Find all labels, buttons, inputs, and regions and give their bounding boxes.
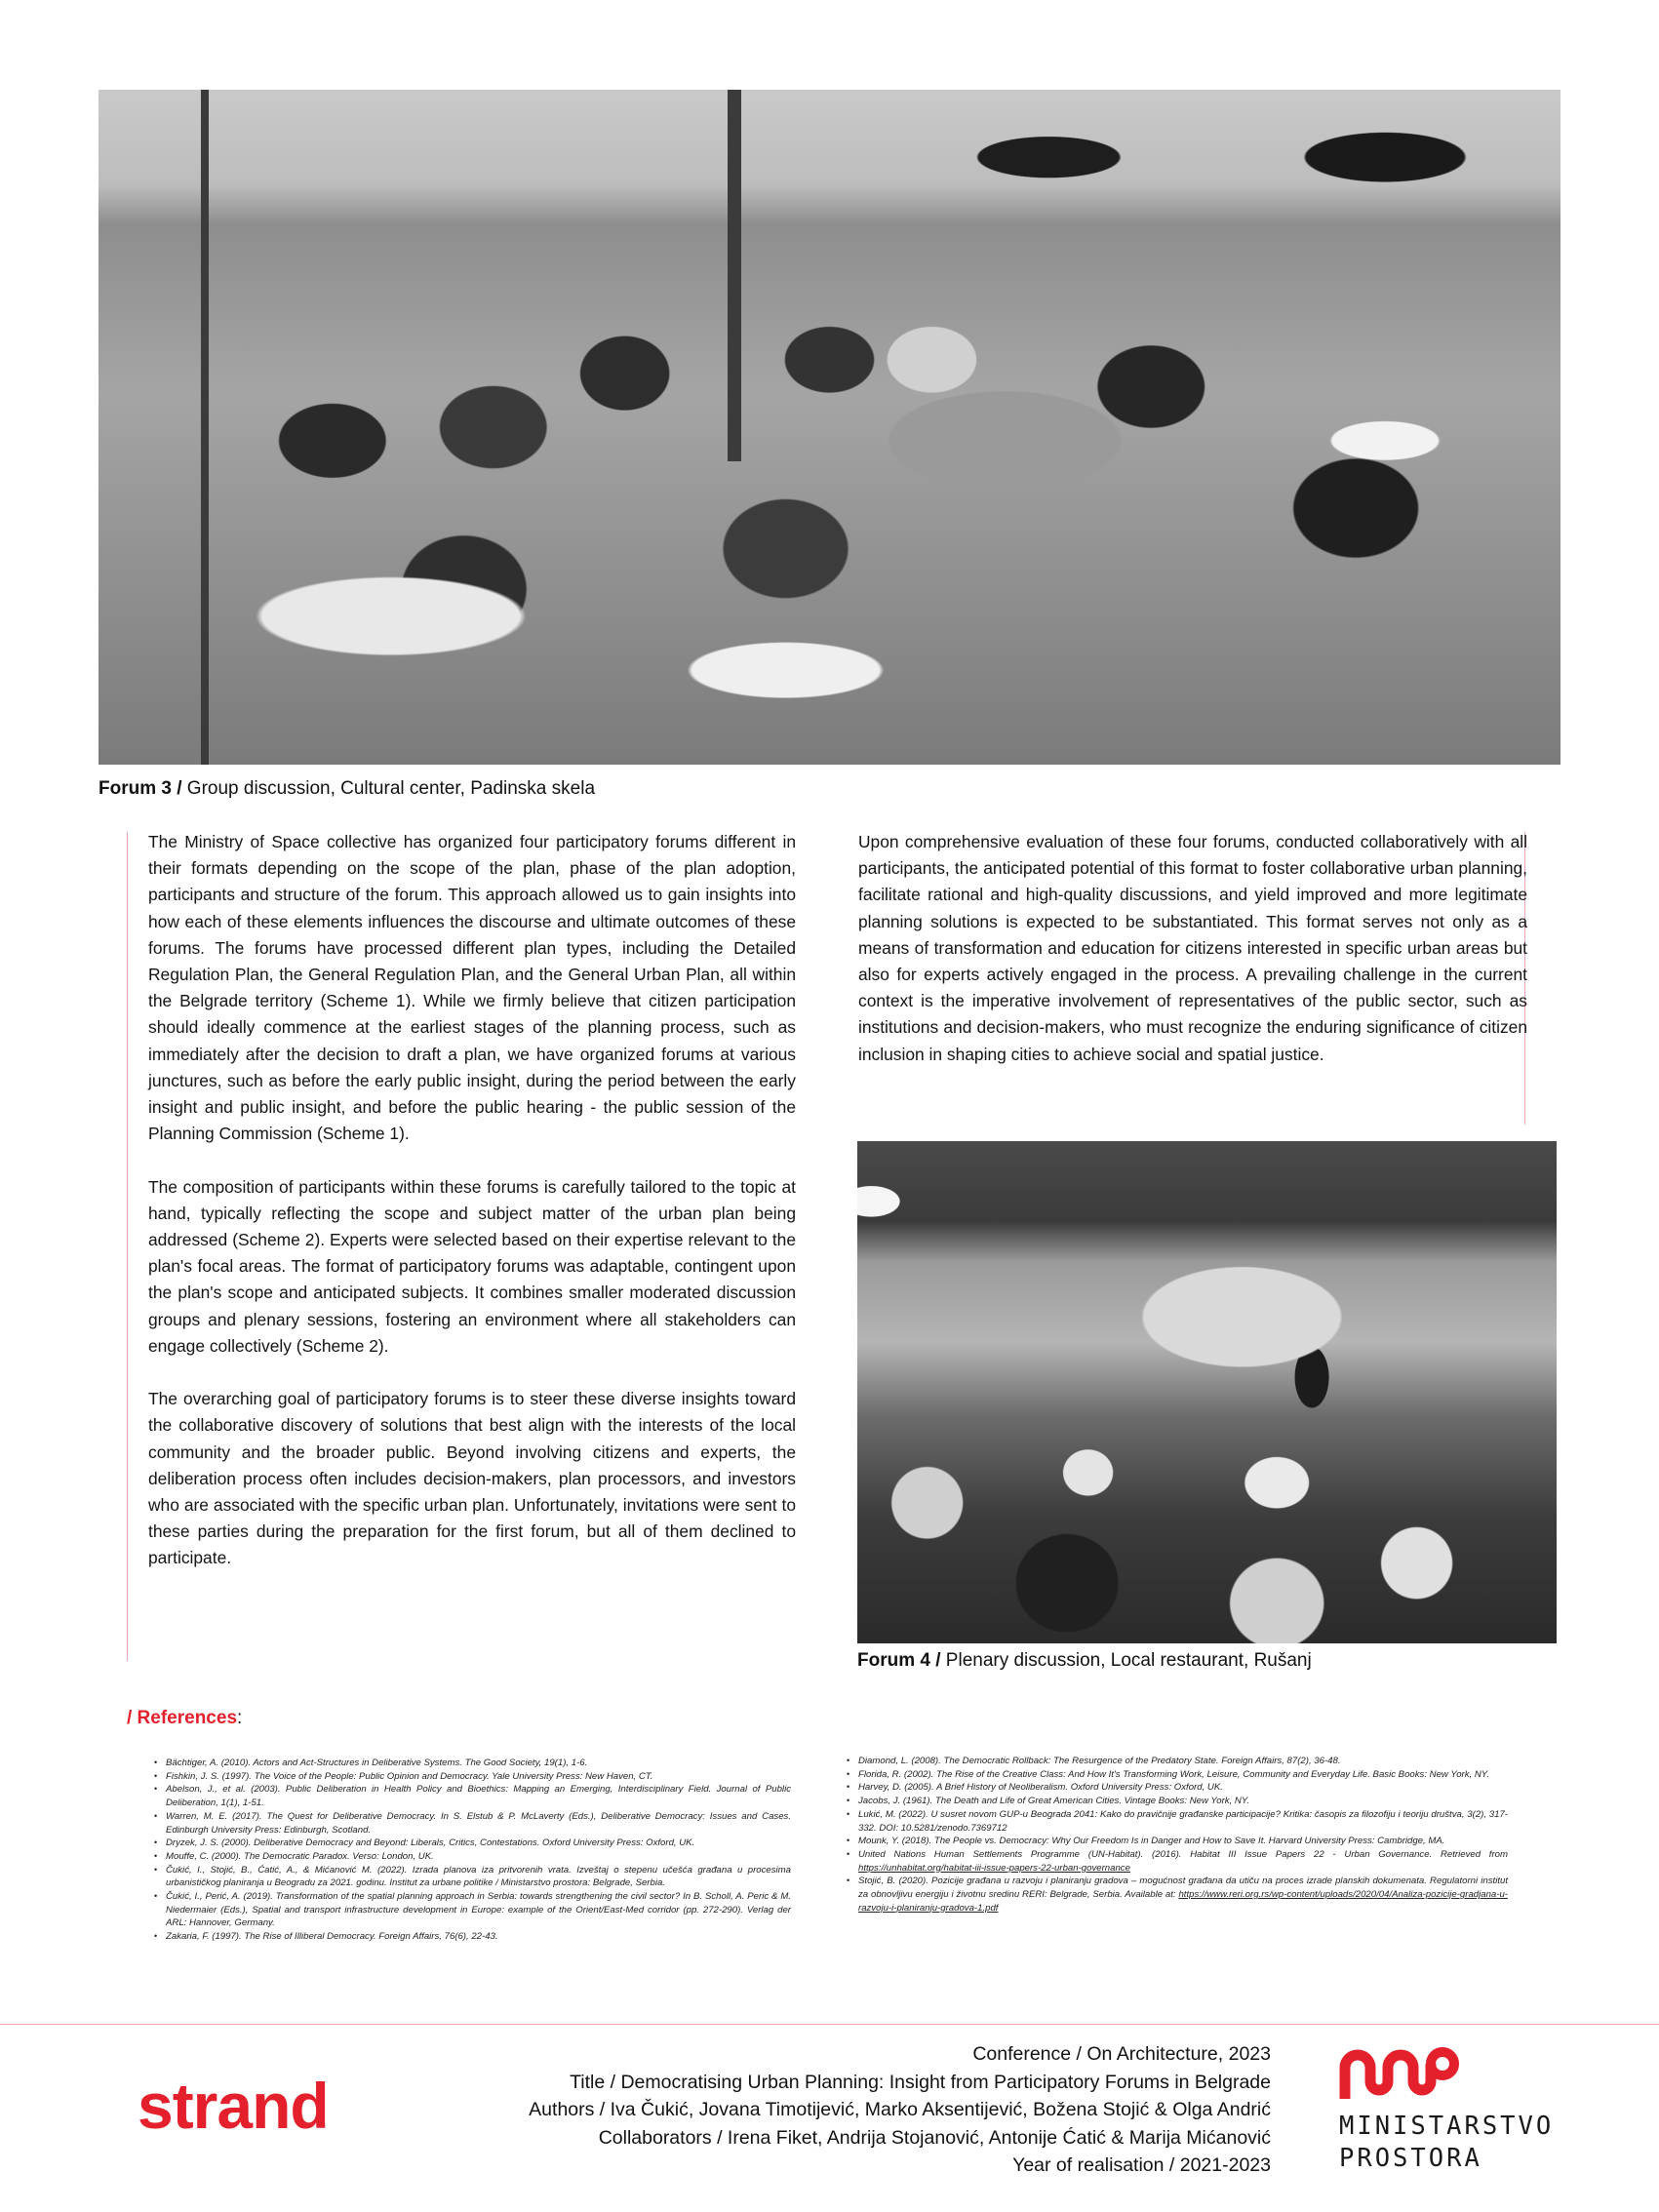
reference-text: Warren, M. E. (2017). The Quest for Deliberative Democracy. In S. Elstub & P. McLaverty (Eds.), Deliberative Democracy: Issues and Cases. Edinburgh University Press: Edinburgh, Scotland.: [166, 1810, 791, 1836]
reference-item: [845, 1781, 1508, 1795]
reference-text: Abelson, J., et al. (2003). Public Deliberation in Health Policy and Bioethics: Mapping an Emerging, Interdisciplinary Field. Journal of Public Deliberation, 1(1), 1-51.: [166, 1784, 791, 1809]
project-credits: [529, 2040, 1271, 2180]
reference-item: [152, 1770, 791, 1784]
reference-item: [845, 1795, 1508, 1808]
references-list-left: [152, 1757, 791, 1944]
reference-text: Florida, R. (2002). The Rise of the Creative Class: And How It's Transforming Work, Leisure, Community and Everyday Life. Basic Books: New York, NY.: [858, 1768, 1489, 1780]
credit-year: Year of realisation / 2021-2023: [1012, 2154, 1271, 2176]
credit-conference: Conference / On Architecture, 2023: [972, 2043, 1271, 2065]
reference-item: [845, 1875, 1508, 1915]
reference-text: Bächtiger, A. (2010). Actors and Act-Structures in Deliberative Systems. The Good Society, 19(1), 1-6.: [166, 1758, 588, 1768]
references-title: / References: [127, 1708, 238, 1728]
photo-forum-4-plenary-discussion: [857, 1141, 1557, 1643]
caption-forum-3-text: Group discussion, Cultural center, Padinska skela: [181, 778, 596, 799]
caption-forum-4: [857, 1650, 1312, 1672]
caption-forum-4-text: Plenary discussion, Local restaurant, Rušanj: [940, 1650, 1312, 1671]
reference-link[interactable]: https://unhabitat.org/habitat-iii-issue-papers-22-urban-governance: [858, 1862, 1130, 1874]
body-right-column: [858, 829, 1527, 1068]
reference-item: [845, 1768, 1508, 1782]
footer-divider: [0, 2024, 1659, 2025]
reference-item: [152, 1783, 791, 1809]
reference-item: [845, 1808, 1508, 1835]
reference-text: Fishkin, J. S. (1997). The Voice of the People: Public Opinion and Democracy. Yale University Press: New Haven, CT.: [166, 1770, 653, 1782]
paragraph: The composition of participants within these forums is carefully tailored to the topic at hand, typically reflecting the scope and subject matter of the urban plan being addressed (Scheme 2). Experts were selected based on their expertise relevant to the plan's focal areas. The format of participatory forums was adaptable, contingent upon the plan's scope and anticipated subjects. It combines smaller moderated discussion groups and plenary sessions, fostering an environment where all stakeholders can engage collectively (Scheme 2).: [148, 1176, 796, 1356]
body-left-column: [148, 829, 796, 1572]
reference-item: [845, 1848, 1508, 1875]
credit-title: Title / Democratising Urban Planning: Insight from Participatory Forums in Belgrade: [570, 2071, 1271, 2093]
mp-logo-line-1: MINISTARSTVO: [1339, 2112, 1555, 2141]
strand-logo: strand: [138, 2070, 329, 2142]
reference-item: [152, 1837, 791, 1850]
references-colon: :: [237, 1708, 243, 1728]
reference-text: Lukić, M. (2022). U susret novom GUP-u Beograda 2041: Kako do pravičnije građanske participacije? Kritika: časopis za filozofiju i teoriju društva, 3(2), 317-332. DOI: 10.5281/zenodo.7369712: [858, 1808, 1508, 1834]
mp-logo-mark-icon: [1339, 2046, 1466, 2103]
credit-collaborators: Collaborators / Irena Fiket, Andrija Stojanović, Antonije Ćatić & Marija Mićanović: [598, 2126, 1271, 2149]
reference-text: Čukić, I., Stojić, B., Ćatić, A., & Mićanović M. (2022). Izrada planova iza pritvorenih vrata. Izveštaj o stepenu učešća građana u procesima urbanističkog planiranja u Beogradu za 2021. godinu. Institut za urbane politike / Ministarstvo prostora: Belgrade, Serbia.: [166, 1864, 791, 1889]
reference-text: Mouffe, C. (2000). The Democratic Paradox. Verso: London, UK.: [166, 1850, 434, 1862]
reference-item: [152, 1810, 791, 1837]
caption-forum-3-label: Forum 3 /: [99, 778, 182, 799]
reference-text: Zakaria, F. (1997). The Rise of Illiberal Democracy. Foreign Affairs, 76(6), 22-43.: [166, 1931, 498, 1943]
reference-item: [152, 1757, 791, 1770]
reference-item: [845, 1835, 1508, 1848]
reference-item: [152, 1850, 791, 1864]
paragraph: The overarching goal of participatory forums is to steer these diverse insights toward the collaborative discovery of solutions that best align with the interests of the local community and the broader public. Beyond involving citizens and experts, the deliberation process often includes decision-makers, plan processors, and investors who are associated with the specific urban plan. Unfortunately, invitations were sent to these parties during the preparation for the first forum, but all of them declined to participate.: [148, 1389, 796, 1568]
reference-text: Stojić, B. (2020). Pozicije građana u razvoju i planiranju gradova – mogućnost građana da utiču na proces izrade planskih dokumenata. Regulatorni institut za obnovljivu energiju i životnu sredinu RERI: Belgrade, Serbia. Available at:: [858, 1876, 1508, 1901]
reference-text: United Nations Human Settlements Programme (UN-Habitat). (2016). Habitat III Issue Papers 22 - Urban Governance. Retrieved from: [858, 1848, 1508, 1860]
mp-logo-line-2: PROSTORA: [1339, 2144, 1482, 2173]
credit-authors: Authors / Iva Čukić, Jovana Timotijević, Marko Aksentijević, Božena Stojić & Olga Andrić: [529, 2099, 1271, 2120]
caption-forum-4-label: Forum 4 /: [857, 1650, 941, 1671]
reference-item: [845, 1755, 1508, 1768]
reference-link[interactable]: https://www.reri.org.rs/wp-content/uploads/2020/04/Analiza-pozicije-gradjana-u-razvoju-i-planiranju-gradova-1.pdf: [858, 1889, 1508, 1914]
references-list-right: [845, 1755, 1508, 1915]
caption-forum-3: [99, 778, 595, 800]
reference-text: Dryzek, J. S. (2000). Deliberative Democracy and Beyond: Liberals, Critics, Contestations. Oxford University Press: Oxford, UK.: [166, 1837, 695, 1849]
references-heading: [127, 1708, 242, 1729]
reference-item: [152, 1864, 791, 1890]
photo-forum-3-group-discussion: [99, 90, 1560, 765]
paragraph: The Ministry of Space collective has organized four participatory forums different in their formats depending on the scope of the plan, phase of the plan adoption, participants and structure of the forum. This approach allowed us to gain insights into how each of these elements influences the discourse and ultimate outcomes of these forums. The forums have processed different plan types, including the Detailed Regulation Plan, the General Regulation Plan, and the General Urban Plan, all within the Belgrade territory (Scheme 1). While we firmly believe that citizen participation should ideally commence at the earliest stages of the planning process, such as immediately after the decision to draft a plan, we have organized forums at various junctures, such as before the early public insight, during the period between the early insight and public insight, and before the public hearing - the public session of the Planning Commission (Scheme 1).: [148, 832, 796, 1144]
reference-text: Čukić, I., Perić, A. (2019). Transformation of the spatial planning approach in Serbia: towards strengthening the civil sector? In B. Scholl, A. Peric & M. Niedermaier (Eds.), Spatial and transport infrastructure development in Europe: example of the Orient/East-Med corridor (pp. 272-290). Verlag der ARL: Hannover, Germany.: [166, 1891, 791, 1929]
reference-text: Harvey, D. (2005). A Brief History of Neoliberalism. Oxford University Press: Oxford, UK.: [858, 1782, 1223, 1794]
reference-item: [152, 1890, 791, 1930]
paragraph: Upon comprehensive evaluation of these four forums, conducted collaboratively with all participants, the anticipated potential of this format to foster collaborative urban planning, facilitate rational and high-quality discussions, and yield improved and more legitimate planning solutions is expected to be substantiated. This format serves not only as a means of transformation and education for citizens interested in specific urban areas but also for experts actively engaged in the process. A prevailing challenge in the current context is the imperative involvement of representatives of the public sector, such as institutions and decision-makers, who must recognize the enduring significance of citizen inclusion in shaping cities to achieve social and spatial justice.: [858, 832, 1527, 1064]
reference-text: Mounk, Y. (2018). The People vs. Democracy: Why Our Freedom Is in Danger and How to Save It. Harvard University Press: Cambridge, MA.: [858, 1836, 1445, 1847]
ministarstvo-prostora-logo: [1339, 2046, 1554, 2183]
reference-item: [152, 1930, 791, 1944]
reference-text: Diamond, L. (2008). The Democratic Rollback: The Resurgence of the Predatory State. Foreign Affairs, 87(2), 36-48.: [858, 1756, 1341, 1766]
reference-text: Jacobs, J. (1961). The Death and Life of Great American Cities. Vintage Books: New York, NY.: [858, 1796, 1250, 1807]
left-column-rule: [127, 832, 128, 1661]
